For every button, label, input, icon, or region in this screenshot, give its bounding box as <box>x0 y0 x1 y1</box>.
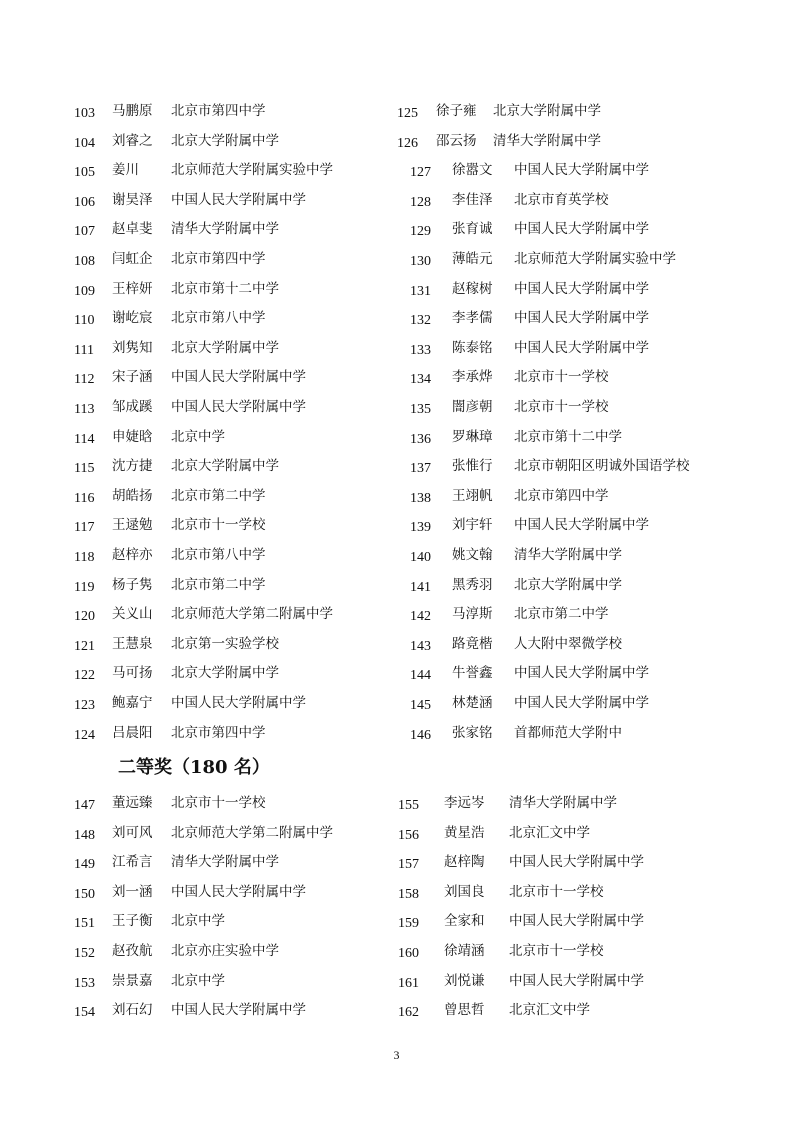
entry-number: 133 <box>410 342 431 358</box>
student-name: 徐嚣文 <box>452 162 493 179</box>
student-name: 江希言 <box>112 854 153 871</box>
entry-number: 149 <box>74 857 95 873</box>
entry-number: 104 <box>74 135 95 151</box>
student-name: 李孝儒 <box>452 310 493 327</box>
school-name: 北京汇文中学 <box>509 824 590 841</box>
student-name: 赵梓陶 <box>444 854 485 871</box>
school-name: 北京中学 <box>171 972 225 989</box>
school-name: 北京大学附属中学 <box>171 665 279 682</box>
school-name: 北京市第二中学 <box>514 606 609 623</box>
student-name: 刘石幻 <box>112 1002 153 1019</box>
entry-number: 138 <box>410 490 431 506</box>
student-name: 刘国良 <box>444 883 485 900</box>
entry-number: 103 <box>74 106 95 121</box>
school-name: 北京市十一学校 <box>509 883 604 900</box>
student-name: 刘隽知 <box>112 339 153 356</box>
entry-number: 117 <box>74 520 95 536</box>
school-name: 北京中学 <box>171 428 225 445</box>
entry-number: 126 <box>397 135 418 151</box>
student-name: 崇景嘉 <box>112 972 153 989</box>
school-name: 北京市十一学校 <box>509 943 604 959</box>
student-name: 李承烨 <box>452 369 493 386</box>
school-name: 北京市第八中学 <box>171 547 266 563</box>
student-name: 马可扬 <box>112 665 153 682</box>
school-name: 北京市第四中学 <box>171 103 266 119</box>
student-name: 赵稼树 <box>452 280 493 297</box>
entry-number: 131 <box>410 283 431 299</box>
school-name: 北京市十一学校 <box>514 399 609 415</box>
student-name: 王逯勉 <box>112 517 153 534</box>
entry-number: 119 <box>74 579 95 595</box>
student-name: 路竟楷 <box>452 635 493 652</box>
entry-number: 160 <box>398 946 419 961</box>
entry-number: 141 <box>410 579 431 595</box>
school-name: 中国人民大学附属中学 <box>171 1002 306 1019</box>
school-name: 中国人民大学附属中学 <box>514 280 649 297</box>
student-name: 杨子隽 <box>112 576 153 593</box>
student-name: 马淳斯 <box>452 606 493 623</box>
entry-number: 106 <box>74 194 95 210</box>
entry-number: 130 <box>410 254 431 269</box>
student-name: 姜川 <box>112 162 139 179</box>
entry-number: 132 <box>410 313 431 329</box>
school-name: 北京市第十二中学 <box>514 428 622 445</box>
entry-number: 115 <box>74 461 95 477</box>
entry-number: 110 <box>74 313 95 329</box>
school-name: 人大附中翠微学校 <box>514 635 622 652</box>
school-name: 北京市十一学校 <box>171 517 266 534</box>
student-name: 赵孜航 <box>112 943 153 959</box>
student-name: 刘睿之 <box>112 132 153 149</box>
school-name: 中国人民大学附属中学 <box>514 339 649 356</box>
entry-number: 129 <box>410 224 431 240</box>
student-name: 薄皓元 <box>452 251 493 267</box>
school-name: 清华大学附属中学 <box>509 795 617 811</box>
student-name: 王翊帆 <box>452 487 493 504</box>
entry-number: 150 <box>74 886 95 902</box>
school-name: 北京市第十二中学 <box>171 280 279 297</box>
entry-number: 146 <box>410 727 431 743</box>
school-name: 清华大学附属中学 <box>171 854 279 871</box>
school-name: 北京市朝阳区明诚外国语学校 <box>514 458 690 475</box>
student-name: 刘宇轩 <box>452 517 493 534</box>
entry-number: 140 <box>410 550 431 565</box>
student-name: 刘一涵 <box>112 883 153 900</box>
student-name: 张惟行 <box>452 458 493 475</box>
student-name: 全家和 <box>444 913 485 930</box>
student-name: 马鹏原 <box>112 103 153 119</box>
school-name: 中国人民大学附属中学 <box>514 162 649 179</box>
entry-number: 127 <box>410 165 431 181</box>
student-name: 罗琳璋 <box>452 428 493 445</box>
section-heading-second-prize: 二等奖（180 名） <box>118 757 270 778</box>
student-name: 宋子涵 <box>112 369 153 386</box>
school-name: 清华大学附属中学 <box>514 547 622 563</box>
school-name: 清华大学附属中学 <box>493 132 601 149</box>
entry-number: 142 <box>410 609 431 625</box>
student-name: 陈泰铭 <box>452 339 493 356</box>
school-name: 中国人民大学附属中学 <box>509 854 644 871</box>
school-name: 北京市第二中学 <box>171 487 266 504</box>
student-name: 王梓妍 <box>112 280 153 297</box>
entry-number: 123 <box>74 698 95 713</box>
school-name: 清华大学附属中学 <box>171 221 279 238</box>
school-name: 北京市第四中学 <box>171 724 266 741</box>
student-name: 申婕晗 <box>112 428 153 445</box>
school-name: 中国人民大学附属中学 <box>171 369 306 386</box>
entry-number: 135 <box>410 402 431 417</box>
school-name: 中国人民大学附属中学 <box>171 191 306 208</box>
student-name: 赵卓斐 <box>112 221 153 238</box>
entry-number: 145 <box>410 698 431 713</box>
student-name: 李佳泽 <box>452 191 493 208</box>
school-name: 中国人民大学附属中学 <box>514 517 649 534</box>
student-name: 沈方捷 <box>112 458 153 475</box>
student-name: 曾思哲 <box>444 1002 485 1019</box>
student-name: 徐靖涵 <box>444 943 485 959</box>
school-name: 北京市育英学校 <box>514 191 609 208</box>
school-name: 北京汇文中学 <box>509 1002 590 1019</box>
school-name: 北京大学附属中学 <box>514 576 622 593</box>
entry-number: 153 <box>74 975 95 991</box>
school-name: 北京市第四中学 <box>514 487 609 504</box>
student-name: 王子衡 <box>112 913 153 930</box>
student-name: 刘悦谦 <box>444 972 485 989</box>
student-name: 李远岑 <box>444 795 485 811</box>
student-name: 闫虹企 <box>112 251 153 267</box>
entry-number: 139 <box>410 520 431 536</box>
entry-number: 154 <box>74 1005 95 1021</box>
entry-number: 125 <box>397 106 418 121</box>
student-name: 关义山 <box>112 606 153 623</box>
school-name: 北京师范大学第二附属中学 <box>171 606 333 623</box>
school-name: 北京市第四中学 <box>171 251 266 267</box>
school-name: 中国人民大学附属中学 <box>514 665 649 682</box>
entry-number: 159 <box>398 916 419 932</box>
school-name: 中国人民大学附属中学 <box>509 913 644 930</box>
entry-number: 114 <box>74 431 95 447</box>
student-name: 刘可风 <box>112 824 153 841</box>
entry-number: 134 <box>410 372 431 388</box>
student-name: 鲍嘉宁 <box>112 695 153 711</box>
entry-number: 157 <box>398 857 419 873</box>
entry-number: 156 <box>398 827 419 843</box>
student-name: 邹成蹊 <box>112 399 153 415</box>
student-name: 张育诚 <box>452 221 493 238</box>
entry-number: 148 <box>74 827 95 843</box>
entry-number: 124 <box>74 727 95 743</box>
school-name: 北京大学附属中学 <box>171 458 279 475</box>
entry-number: 136 <box>410 431 431 447</box>
entry-number: 143 <box>410 638 431 654</box>
entry-number: 128 <box>410 194 431 210</box>
student-name: 谢昊泽 <box>112 191 153 208</box>
student-name: 吕晨阳 <box>112 724 153 741</box>
entry-number: 113 <box>74 402 95 417</box>
school-name: 北京亦庄实验中学 <box>171 943 279 959</box>
entry-number: 162 <box>398 1005 419 1021</box>
entry-number: 158 <box>398 886 419 902</box>
student-name: 黄星浩 <box>444 824 485 841</box>
entry-number: 118 <box>74 550 95 565</box>
school-name: 北京大学附属中学 <box>171 339 279 356</box>
school-name: 北京市第八中学 <box>171 310 266 327</box>
school-name: 北京大学附属中学 <box>493 103 601 119</box>
entry-number: 121 <box>74 638 95 654</box>
school-name: 首都师范大学附中 <box>514 724 622 741</box>
entry-number: 105 <box>74 165 95 181</box>
school-name: 北京师范大学附属实验中学 <box>171 162 333 179</box>
school-name: 北京师范大学第二附属中学 <box>171 824 333 841</box>
entry-number: 144 <box>410 668 431 684</box>
page-number: 3 <box>393 1048 400 1062</box>
school-name: 北京大学附属中学 <box>171 132 279 149</box>
student-name: 赵梓亦 <box>112 547 153 563</box>
student-name: 胡皓扬 <box>112 487 153 504</box>
school-name: 北京市第二中学 <box>171 576 266 593</box>
student-name: 黑秀羽 <box>452 576 493 593</box>
entry-number: 161 <box>398 975 419 991</box>
school-name: 中国人民大学附属中学 <box>171 399 306 415</box>
student-name: 徐子雍 <box>436 103 477 119</box>
student-name: 张家铭 <box>452 724 493 741</box>
student-name: 王慧泉 <box>112 635 153 652</box>
school-name: 中国人民大学附属中学 <box>509 972 644 989</box>
student-name: 谢屹宸 <box>112 310 153 327</box>
student-name: 姚文翰 <box>452 547 493 563</box>
entry-number: 152 <box>74 946 95 961</box>
entry-number: 120 <box>74 609 95 625</box>
school-name: 北京市十一学校 <box>514 369 609 386</box>
entry-number: 147 <box>74 798 95 813</box>
school-name: 北京师范大学附属实验中学 <box>514 251 676 267</box>
school-name: 北京市十一学校 <box>171 795 266 811</box>
entry-number: 108 <box>74 254 95 269</box>
school-name: 北京中学 <box>171 913 225 930</box>
student-name: 邵云扬 <box>436 132 477 149</box>
school-name: 中国人民大学附属中学 <box>171 695 306 711</box>
school-name: 中国人民大学附属中学 <box>171 883 306 900</box>
student-name: 林楚涵 <box>452 695 493 711</box>
entry-number: 155 <box>398 798 419 813</box>
student-name: 闇彦朝 <box>452 399 493 415</box>
school-name: 北京第一实验学校 <box>171 635 279 652</box>
entry-number: 111 <box>74 342 94 358</box>
entry-number: 116 <box>74 490 95 506</box>
school-name: 中国人民大学附属中学 <box>514 695 649 711</box>
school-name: 中国人民大学附属中学 <box>514 221 649 238</box>
entry-number: 112 <box>74 372 95 388</box>
student-name: 董远臻 <box>112 795 153 811</box>
entry-number: 107 <box>74 224 95 240</box>
entry-number: 122 <box>74 668 95 684</box>
entry-number: 137 <box>410 461 431 477</box>
entry-number: 151 <box>74 916 95 932</box>
school-name: 中国人民大学附属中学 <box>514 310 649 327</box>
entry-number: 109 <box>74 283 95 299</box>
student-name: 牛誉鑫 <box>452 665 493 682</box>
